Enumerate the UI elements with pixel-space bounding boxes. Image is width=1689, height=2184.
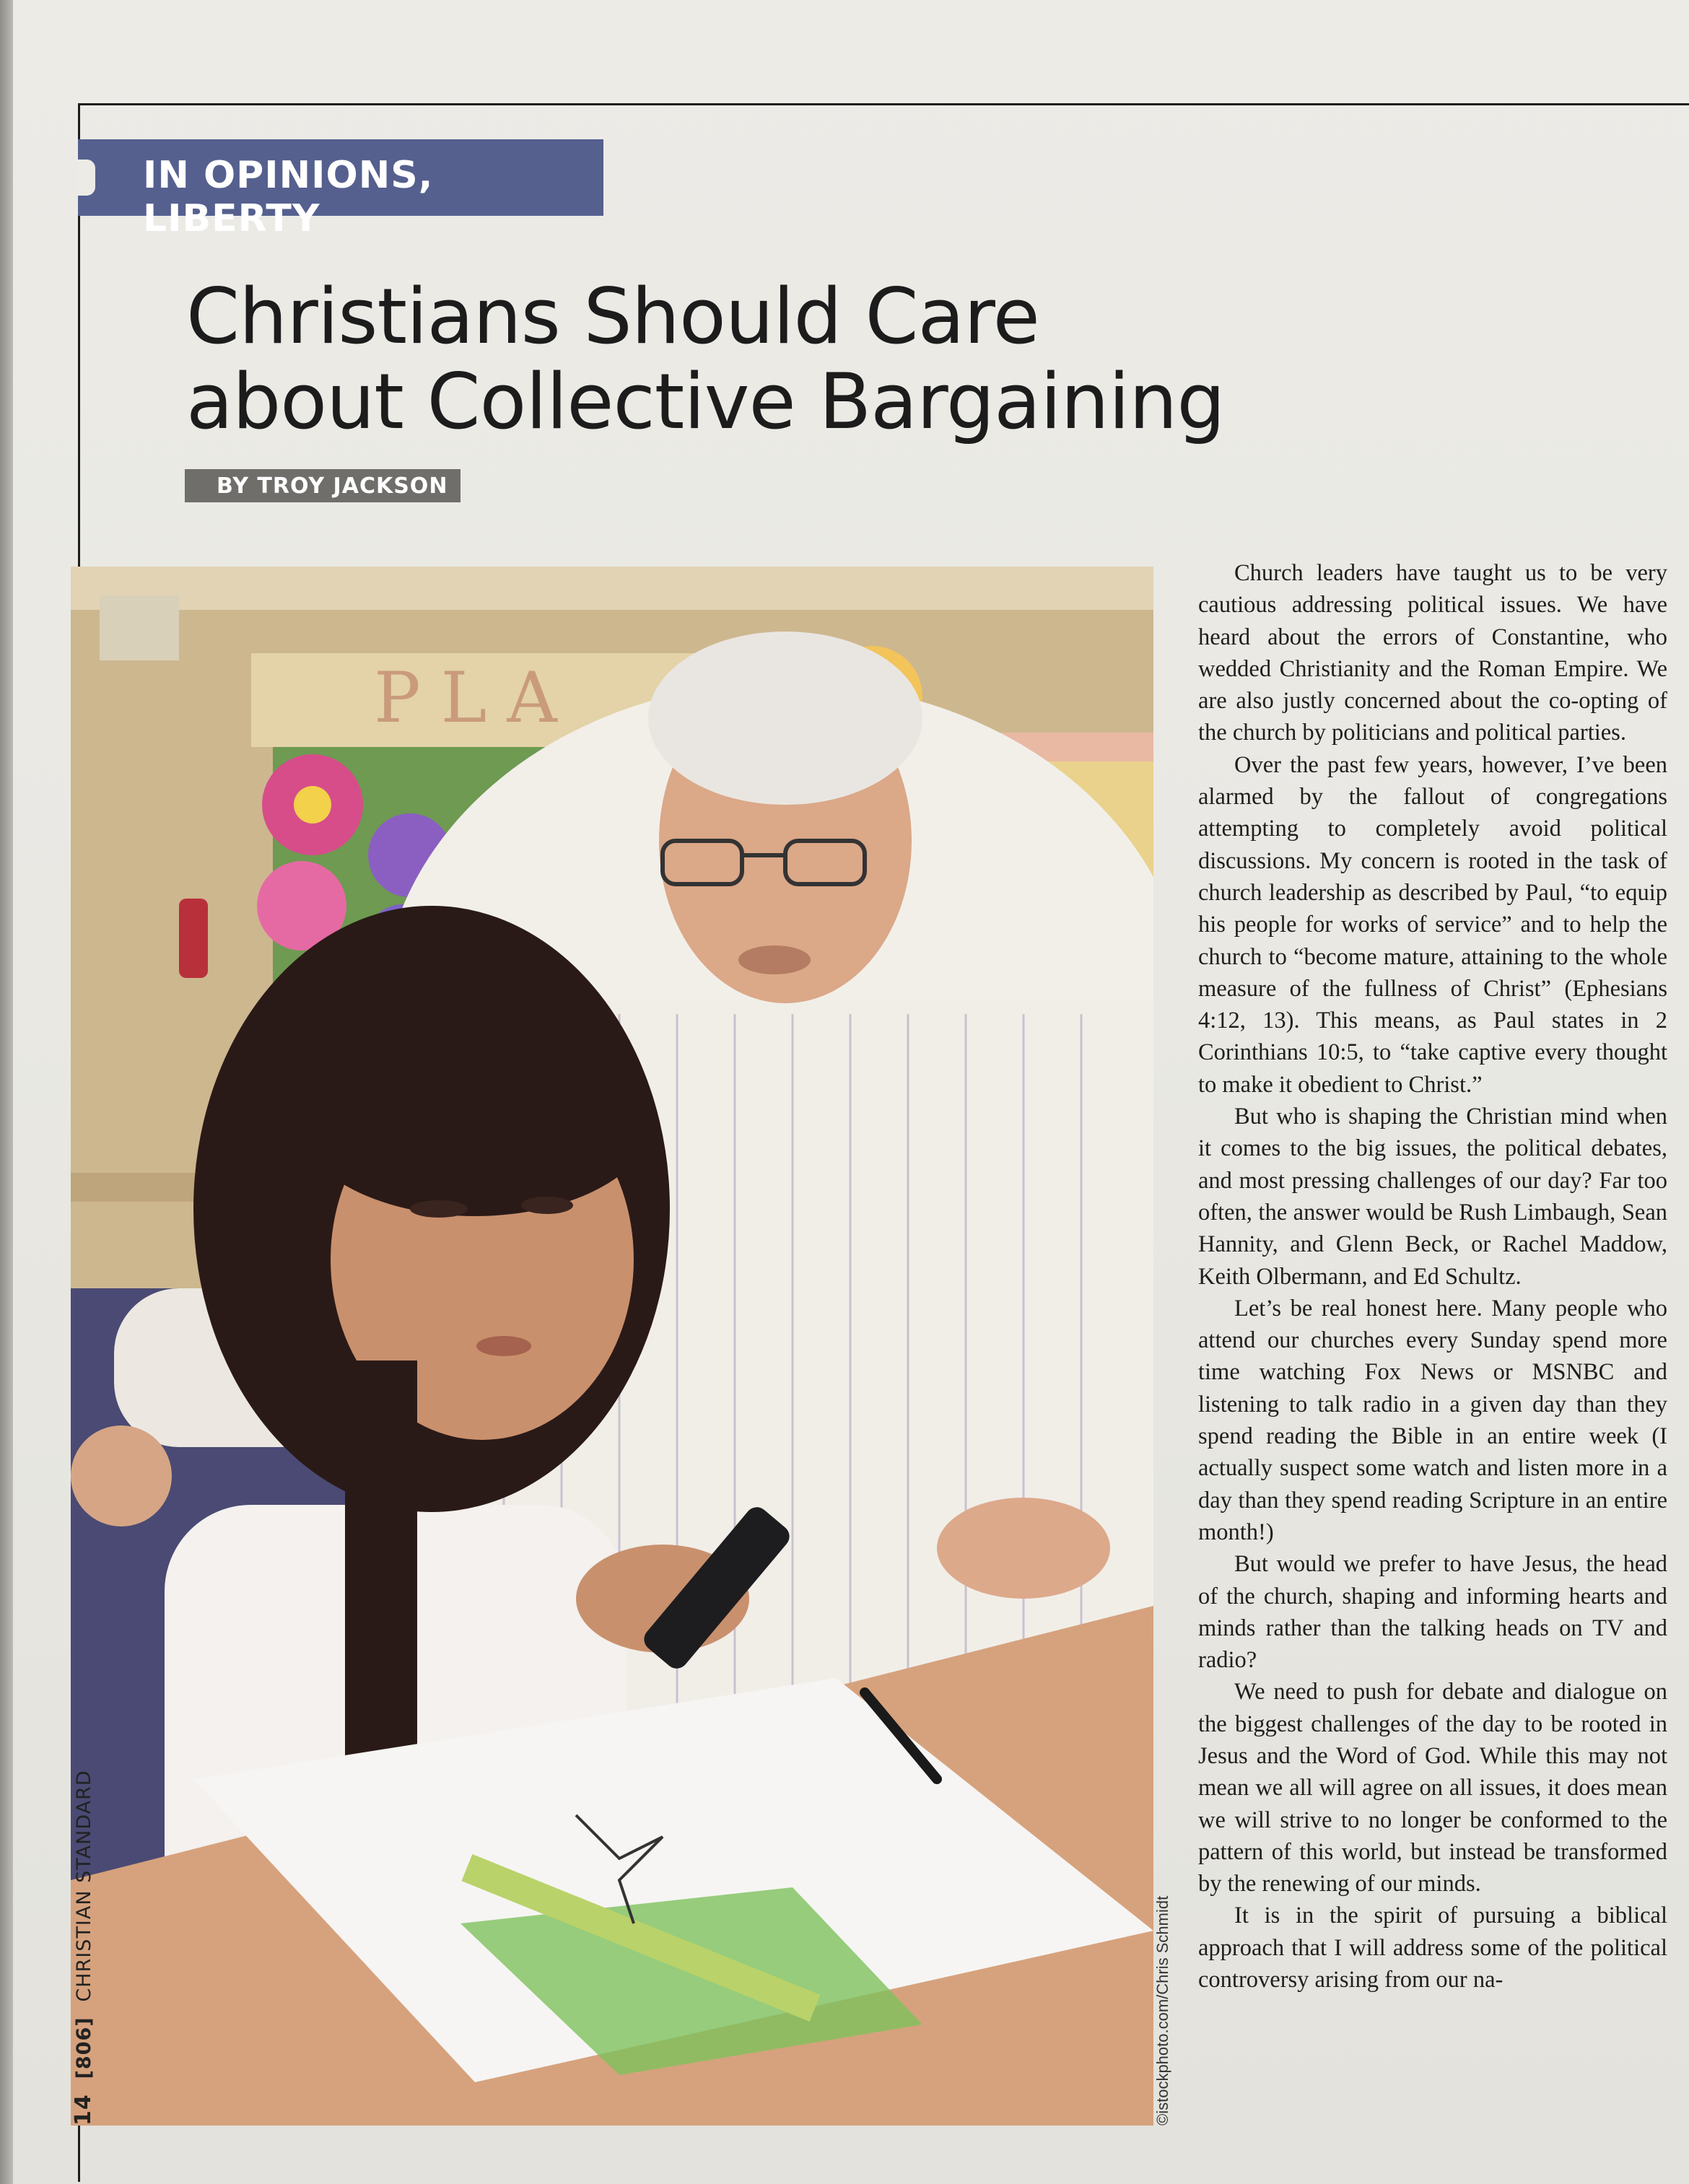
page-folio — [71, 1770, 96, 2127]
body-paragraph-7: It is in the spirit of pursuing a biblical approach that I will address some of the political controversy arising from our na- — [1198, 1903, 1667, 1993]
page-number: 14 — [71, 2094, 96, 2126]
photo-credit — [1153, 1895, 1171, 2127]
byline-text: BY TROY JACKSON — [217, 473, 448, 499]
headline-line-2: about Collective Bargaining — [186, 357, 1225, 446]
folio-line — [71, 1770, 96, 2126]
headline — [186, 274, 1269, 445]
photo-illustration — [71, 567, 1153, 2126]
byline — [185, 469, 461, 502]
article-body — [1198, 557, 1667, 1996]
page-binding-edge — [0, 0, 13, 2184]
photo-credit-text: ©istockphoto.com/Chris Schmidt — [1153, 1895, 1171, 2126]
headline-line-1: Christians Should Care — [186, 272, 1039, 361]
body-paragraph-2: Over the past few years, however, I’ve been alarmed by the fallout of congregations attempting to completely avoid political discussions. My concern is rooted in the task of church leadership as described by Paul, “to equip his people for works of service” and to help the church to “become mature, attaining to the whole measure of the fullness of Christ” (Ephesians 4:12, 13). This means, as Paul states in 2 Corinthians 10:5, to “take captive every thought to make it obedient to Christ.” — [1198, 751, 1667, 1098]
body-paragraph-6: We need to push for debate and dialogue on the biggest challenges of the day to be rooted in Jesus and the Word of God. While this may not mean we all will agree on all issues, it does mean we will strive to no longer be conformed to the pattern of this world, but instead be transformed by the renewing of our minds. — [1198, 1679, 1667, 1897]
body-paragraph-5: But would we prefer to have Jesus, the head of the church, shaping and informing hearts and minds rather than the talking heads on TV and radio? — [1198, 1551, 1667, 1674]
svg-text:PLA: PLA — [374, 658, 577, 738]
frame-rule-top — [78, 103, 1689, 105]
classroom-photo — [71, 567, 1153, 2126]
magazine-page — [13, 0, 1689, 2184]
publication-name: CHRISTIAN STANDARD — [73, 1770, 95, 2002]
body-paragraph-4: Let’s be real honest here. Many people who attend our churches every Sunday spend more time watching Fox News or MSNBC and listening to talk radio in a given day than they spend reading the Bible in an entire week (I actually suspect some watch and listen more in a day than they spend reading Scripture in an entire month!) — [1198, 1295, 1667, 1545]
body-paragraph-3: But who is shaping the Christian mind when it comes to the big issues, the political debates, and most pressing challenges of our day? Far too often, the answer would be Rush Limbaugh, Sean Hannity, and Glenn Beck, or Rachel Maddow, Keith Olbermann, and Ed Schultz. — [1198, 1104, 1667, 1290]
body-paragraph-1: Church leaders have taught us to be very cautious addressing political issues. We have heard about the errors of Constantine, who wedded Christianity and the Roman Empire. We are also justly concerned about the co-opting of the church by politicians and political parties. — [1198, 560, 1667, 746]
issue-page-number: [806] — [73, 2017, 95, 2079]
section-tag-notch — [78, 160, 95, 196]
section-tag-label: IN OPINIONS, LIBERTY — [143, 154, 434, 240]
section-tag — [78, 139, 603, 240]
